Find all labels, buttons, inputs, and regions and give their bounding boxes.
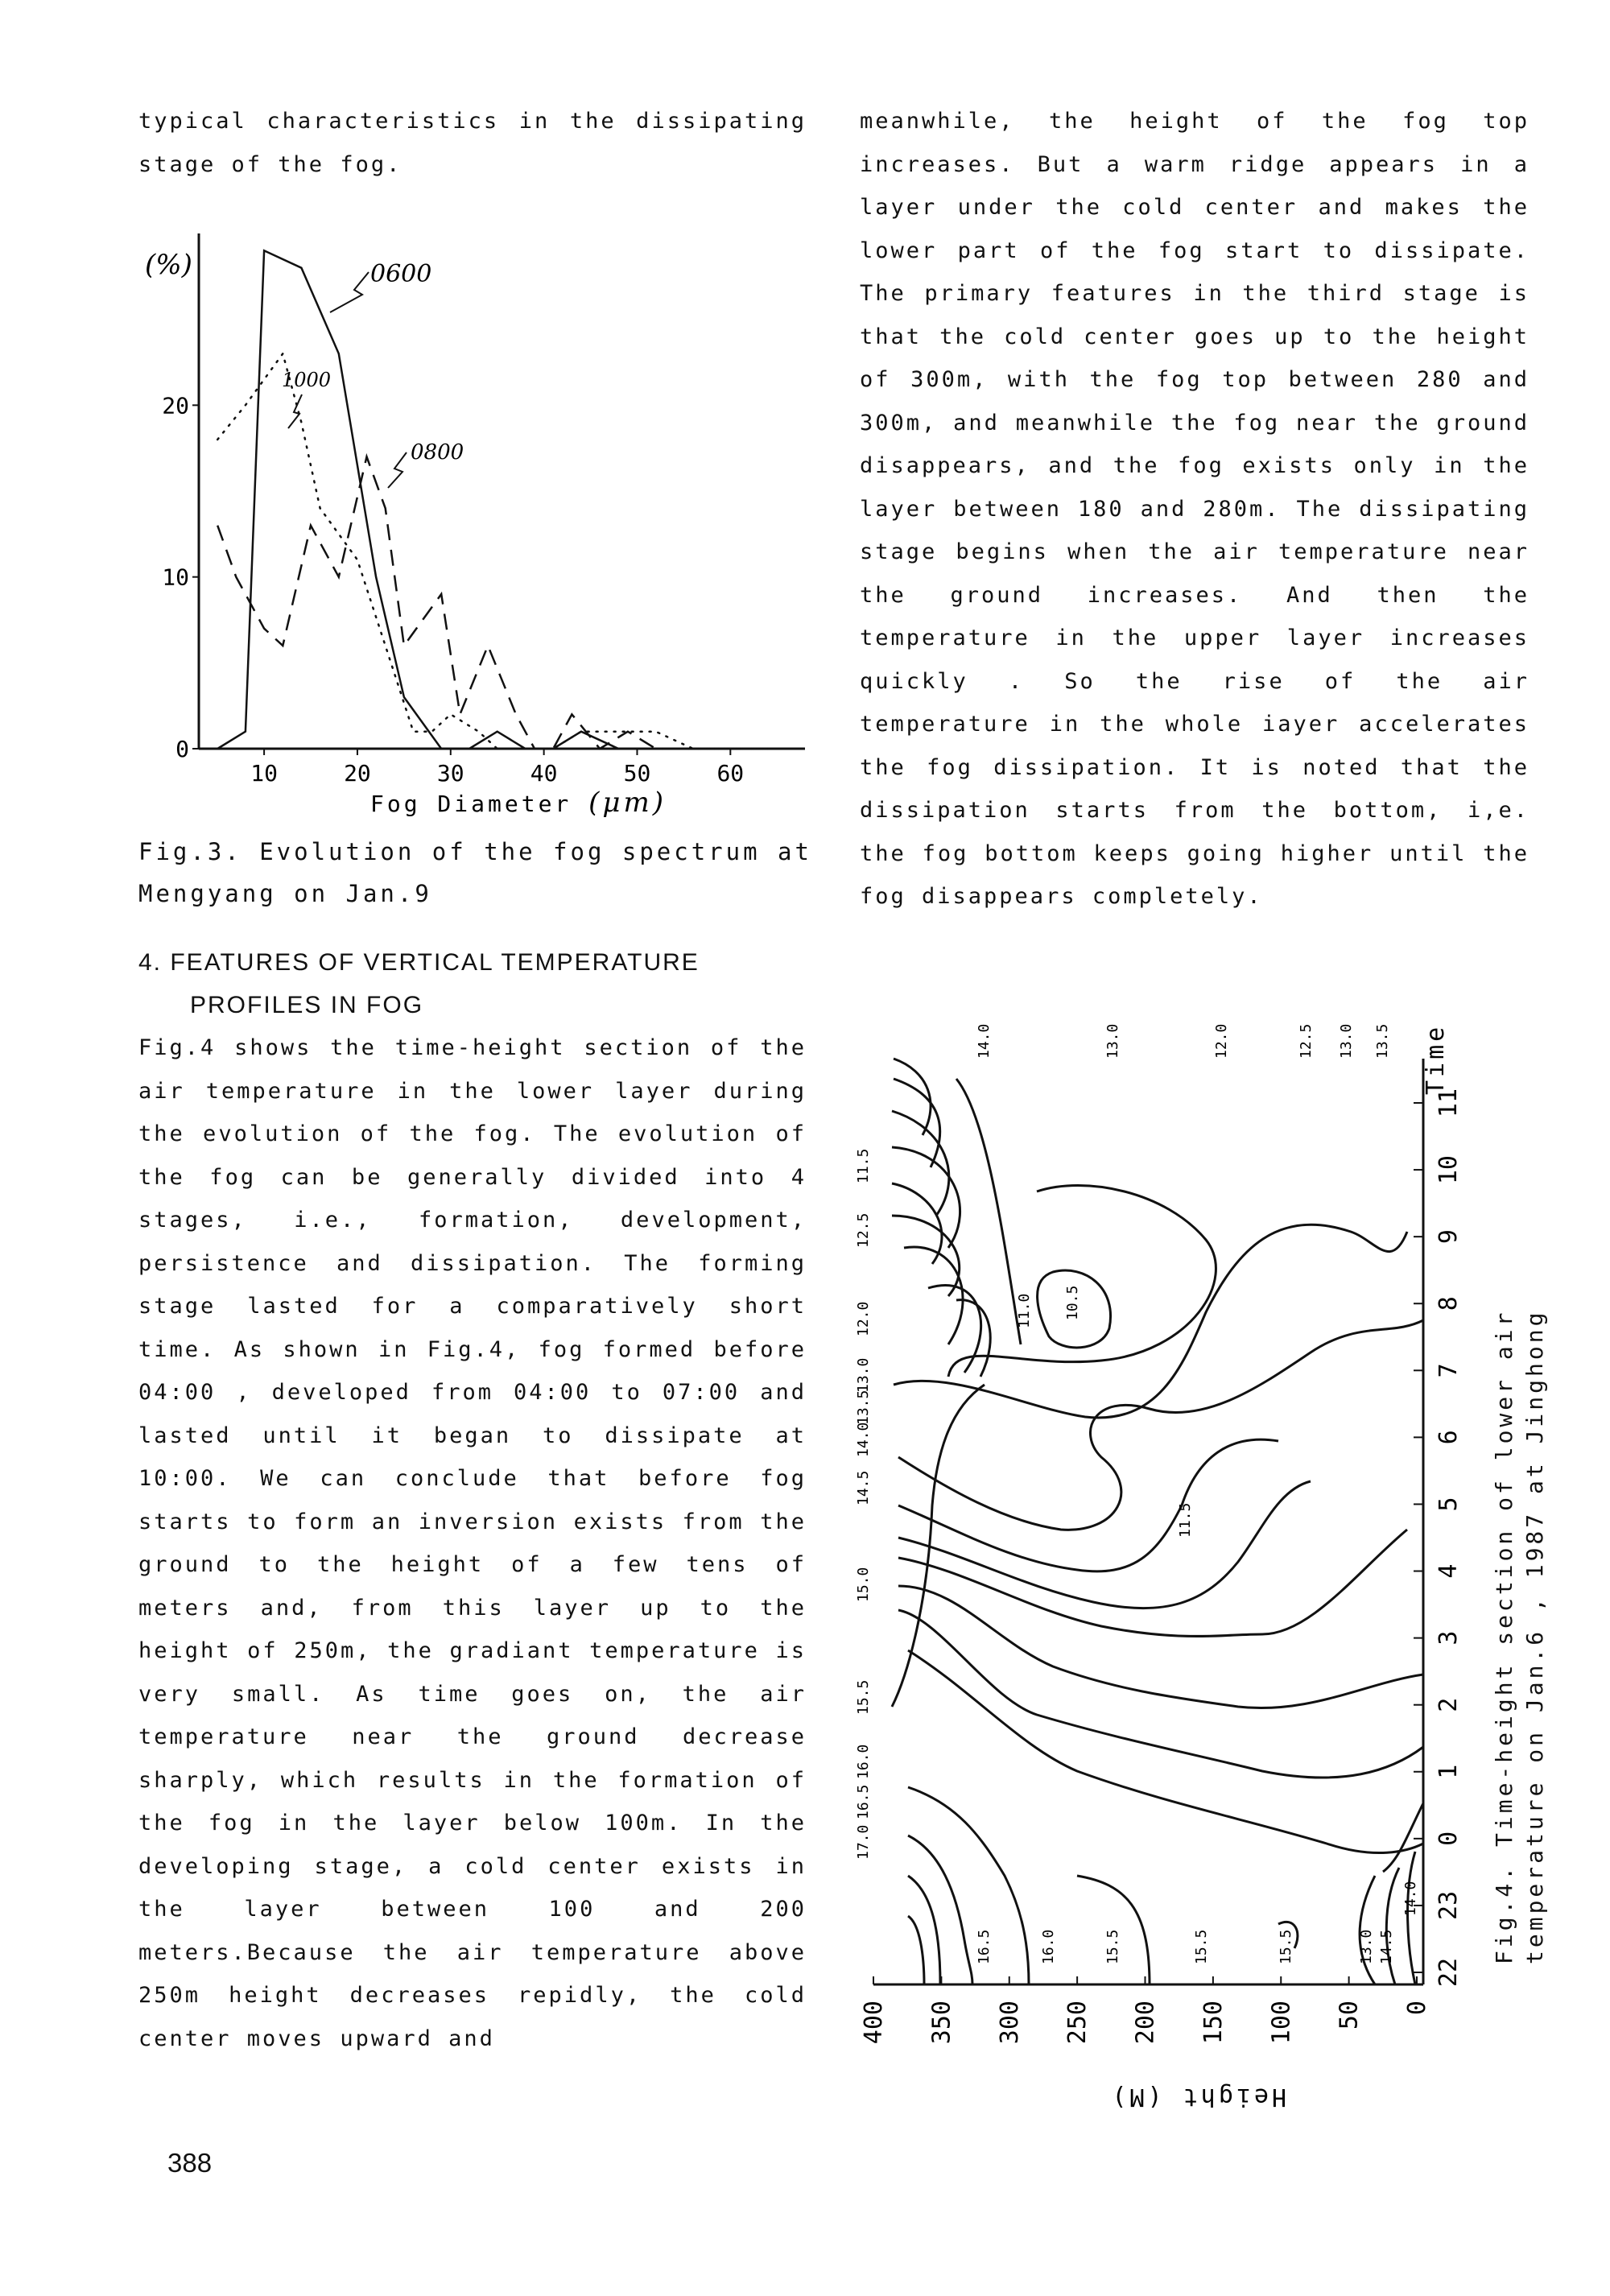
contour-line <box>908 1650 1423 1853</box>
fig4-time-tick-label: 11 <box>1435 1088 1463 1118</box>
contour-line <box>908 1916 924 1984</box>
fig4-height-tick-label: 400 <box>860 2001 888 2045</box>
fig3-x-tick-label: 60 <box>716 760 745 787</box>
page-number: 388 <box>167 2148 213 2178</box>
fig3-ylabel: (%) <box>145 249 192 281</box>
contour-label: 13.0 <box>1358 1929 1375 1964</box>
contour-label: 12.0 <box>855 1301 872 1336</box>
contour-line <box>892 1385 985 1707</box>
contour-label: 13.5 <box>855 1390 872 1425</box>
contour-line <box>1408 1852 1415 1984</box>
fig3-y-tick-label: 20 <box>162 392 189 419</box>
left-intro-text: typical characteristics in the dissipating stage of the fog. <box>138 109 807 177</box>
contour-label: 12.0 <box>1213 1023 1230 1059</box>
contour-label: 13.0 <box>1338 1023 1355 1059</box>
contour-label: 16.5 <box>855 1784 872 1819</box>
right-paragraph: meanwhile, the height of the fog top increases. But a warm ridge appears in a layer under the cold center and makes the lower part of the fog start to dissipate. The primary features in the third stage is that the cold center goes up to the height of 300m, with the fog top between 280 and 300m, and meanwhile the fog near the ground disappears, and the fog exists only in the layer between 180 and 280m. The dissipating stage begins when the air temperature near the ground increases. And then the temperature in the upper layer increases quickly . So the rise of the air temperature in the whole iayer accelerates the fog dissipation. It is noted that the dissipation starts from the bottom, i,e. the fog bottom keeps going higher until the fog disappears completely. <box>860 109 1530 909</box>
contour-label: 16.0 <box>855 1744 872 1779</box>
fig4-height-tick-label: 300 <box>995 2001 1024 2045</box>
contour-label: 14.5 <box>855 1470 872 1505</box>
fig3-y-tick-label: 10 <box>162 564 189 591</box>
fig4-height-tick-label: 50 <box>1335 2001 1364 2030</box>
contour-label: 11.5 <box>855 1148 872 1183</box>
fig3-x-tick-label: 30 <box>436 760 464 787</box>
fig4-time-tick-label: 2 <box>1435 1697 1463 1712</box>
fig3-pointer-1000 <box>288 394 302 428</box>
fig4-time-tick-label: 3 <box>1435 1630 1463 1646</box>
fig3-x-tick-label: 50 <box>623 760 651 787</box>
fig3-caption-line2: Mengyang on Jan.9 <box>138 880 432 907</box>
fig3-series-label-0600: 0600 <box>370 260 432 288</box>
fig3-series-0600 <box>217 250 768 749</box>
fig4-time-tick-label: 4 <box>1435 1563 1463 1579</box>
fig4-height-tick-label: 350 <box>927 2001 956 2045</box>
fig3-series-label-1000: 1000 <box>282 369 332 391</box>
contour-label: 15.5 <box>1278 1929 1294 1964</box>
fig3-xlabel: Fog Diameter (μm) <box>370 787 667 819</box>
fig3-caption <box>138 831 815 915</box>
contour-label: 16.5 <box>976 1929 993 1964</box>
contour-line <box>928 1286 981 1373</box>
contour-label: 14.0 <box>1402 1881 1419 1916</box>
fig4-contours <box>892 1059 1423 1984</box>
cold-center-label-2: 11.0 <box>1016 1293 1033 1328</box>
contour-label: 15.5 <box>1193 1929 1210 1964</box>
fig4-time-tick-label: 6 <box>1435 1430 1463 1445</box>
fig3-chart <box>129 217 821 829</box>
fig4-time-tick-label: 0 <box>1435 1831 1463 1846</box>
fig3-x-tick-label: 20 <box>344 760 371 787</box>
fig4-time-tick-label: 8 <box>1435 1296 1463 1311</box>
contour-label: 15.5 <box>1104 1929 1121 1964</box>
fig4-time-tick-label: 10 <box>1435 1155 1463 1185</box>
fig3-x-tick-label: 40 <box>530 760 558 787</box>
contour-line <box>956 1079 1021 1344</box>
section-heading-line2: PROFILES IN FOG <box>190 992 424 1018</box>
left-paragraph: Fig.4 shows the time-height section of the air temperature in the lower layer during the evolution of the fog. The evolution of the fog can be generally divided into 4 stages, i.e., formation, development, persistence and dissipation. The forming stage lasted for a comparatively short time. As shown in Fig.4, fog formed before 04:00 , developed from 04:00 to 07:00 and lasted until it began to dissipate at 10:00. We can conclude that before fog starts to form an inversion exists from the ground to the height of a few tens of meters and, from this layer up to the height of 250m, the gradiant temperature is very small. As time goes on, the air temperature near the ground decrease sharply, which results in the formation of the fog in the layer below 100m. In the developing stage, a cold center exists in the layer between 100 and 200 meters.Because the air temperature above 250m height decreases repidly, the cold center moves upward and <box>138 1035 807 2051</box>
fig4-time-tick-label: 9 <box>1435 1229 1463 1245</box>
fig3-series-0800 <box>217 456 768 749</box>
fig4-caption-line2: temperature on Jan.6 , 1987 at Jinghong <box>1521 1309 1548 1964</box>
fig4-height-tick-label: 0 <box>1403 2001 1431 2016</box>
fig4-height-tick-label: 100 <box>1267 2001 1296 2045</box>
contour-line <box>898 1530 1407 1637</box>
fig3-caption-line1: Fig.3. Evolution of the fog spectrum at <box>138 838 812 865</box>
cold-center-label-1: 10.5 <box>1064 1285 1081 1320</box>
contour-label: 16.0 <box>1040 1929 1057 1964</box>
section-heading-line1: 4. FEATURES OF VERTICAL TEMPERATURE <box>138 949 700 976</box>
contour-label: 14.0 <box>855 1422 872 1457</box>
fig4-time-tick-label: 23 <box>1435 1890 1463 1920</box>
cold-center-label-3: 11.5 <box>1177 1502 1194 1538</box>
fig3-series-label-0800: 0800 <box>411 440 464 465</box>
fig3-x-tick-label: 10 <box>250 760 278 787</box>
fig3-pointer-0800 <box>388 452 407 488</box>
fig3-y-tick-label: 0 <box>175 736 189 762</box>
contour-label: 13.5 <box>1374 1023 1391 1059</box>
contour-line <box>898 1586 1423 1708</box>
contour-label: 12.5 <box>855 1212 872 1248</box>
fig4-height-tick-label: 200 <box>1131 2001 1160 2045</box>
contour-line <box>1383 1803 1423 1872</box>
contour-line <box>892 1216 960 1296</box>
contour-label: 14.0 <box>976 1023 993 1059</box>
fig4-chart <box>855 1006 1584 2133</box>
contour-line <box>1386 1868 1399 1984</box>
fig4-caption-line1: Fig.4. Time-height section of lower air <box>1491 1309 1517 1964</box>
contour-line <box>898 1481 1311 1608</box>
fig4-height-tick-label: 150 <box>1199 2001 1228 2045</box>
contour-label: 15.0 <box>855 1567 872 1602</box>
fig4-time-tick-label: 5 <box>1435 1497 1463 1512</box>
contour-label: 14.5 <box>1378 1929 1395 1964</box>
contour-line <box>892 1147 960 1248</box>
fig4-time-tick-label: 7 <box>1435 1363 1463 1378</box>
contour-label: 15.5 <box>855 1679 872 1715</box>
fig3-pointer-0600 <box>330 272 369 312</box>
fig4-height-tick-label: 250 <box>1063 2001 1092 2045</box>
fig4-caption <box>1489 1240 1550 1964</box>
fig4-time-tick-label: 1 <box>1435 1764 1463 1779</box>
contour-label: 12.5 <box>1298 1023 1315 1059</box>
fig4-time-axis-title: Time <box>1422 1023 1450 1095</box>
fig4-time-tick-label: 22 <box>1435 1957 1463 1988</box>
contour-line <box>898 1439 1278 1571</box>
fig4-height-axis-title: Height (M) <box>1108 2083 1286 2111</box>
contour-label: 13.0 <box>1104 1023 1121 1059</box>
right-column <box>860 100 1530 919</box>
contour-line <box>894 1224 1407 1418</box>
contour-label: 13.0 <box>855 1357 872 1393</box>
fig3-series-1000 <box>217 353 768 749</box>
section-heading <box>138 941 807 1026</box>
contour-label: 17.0 <box>855 1824 872 1860</box>
